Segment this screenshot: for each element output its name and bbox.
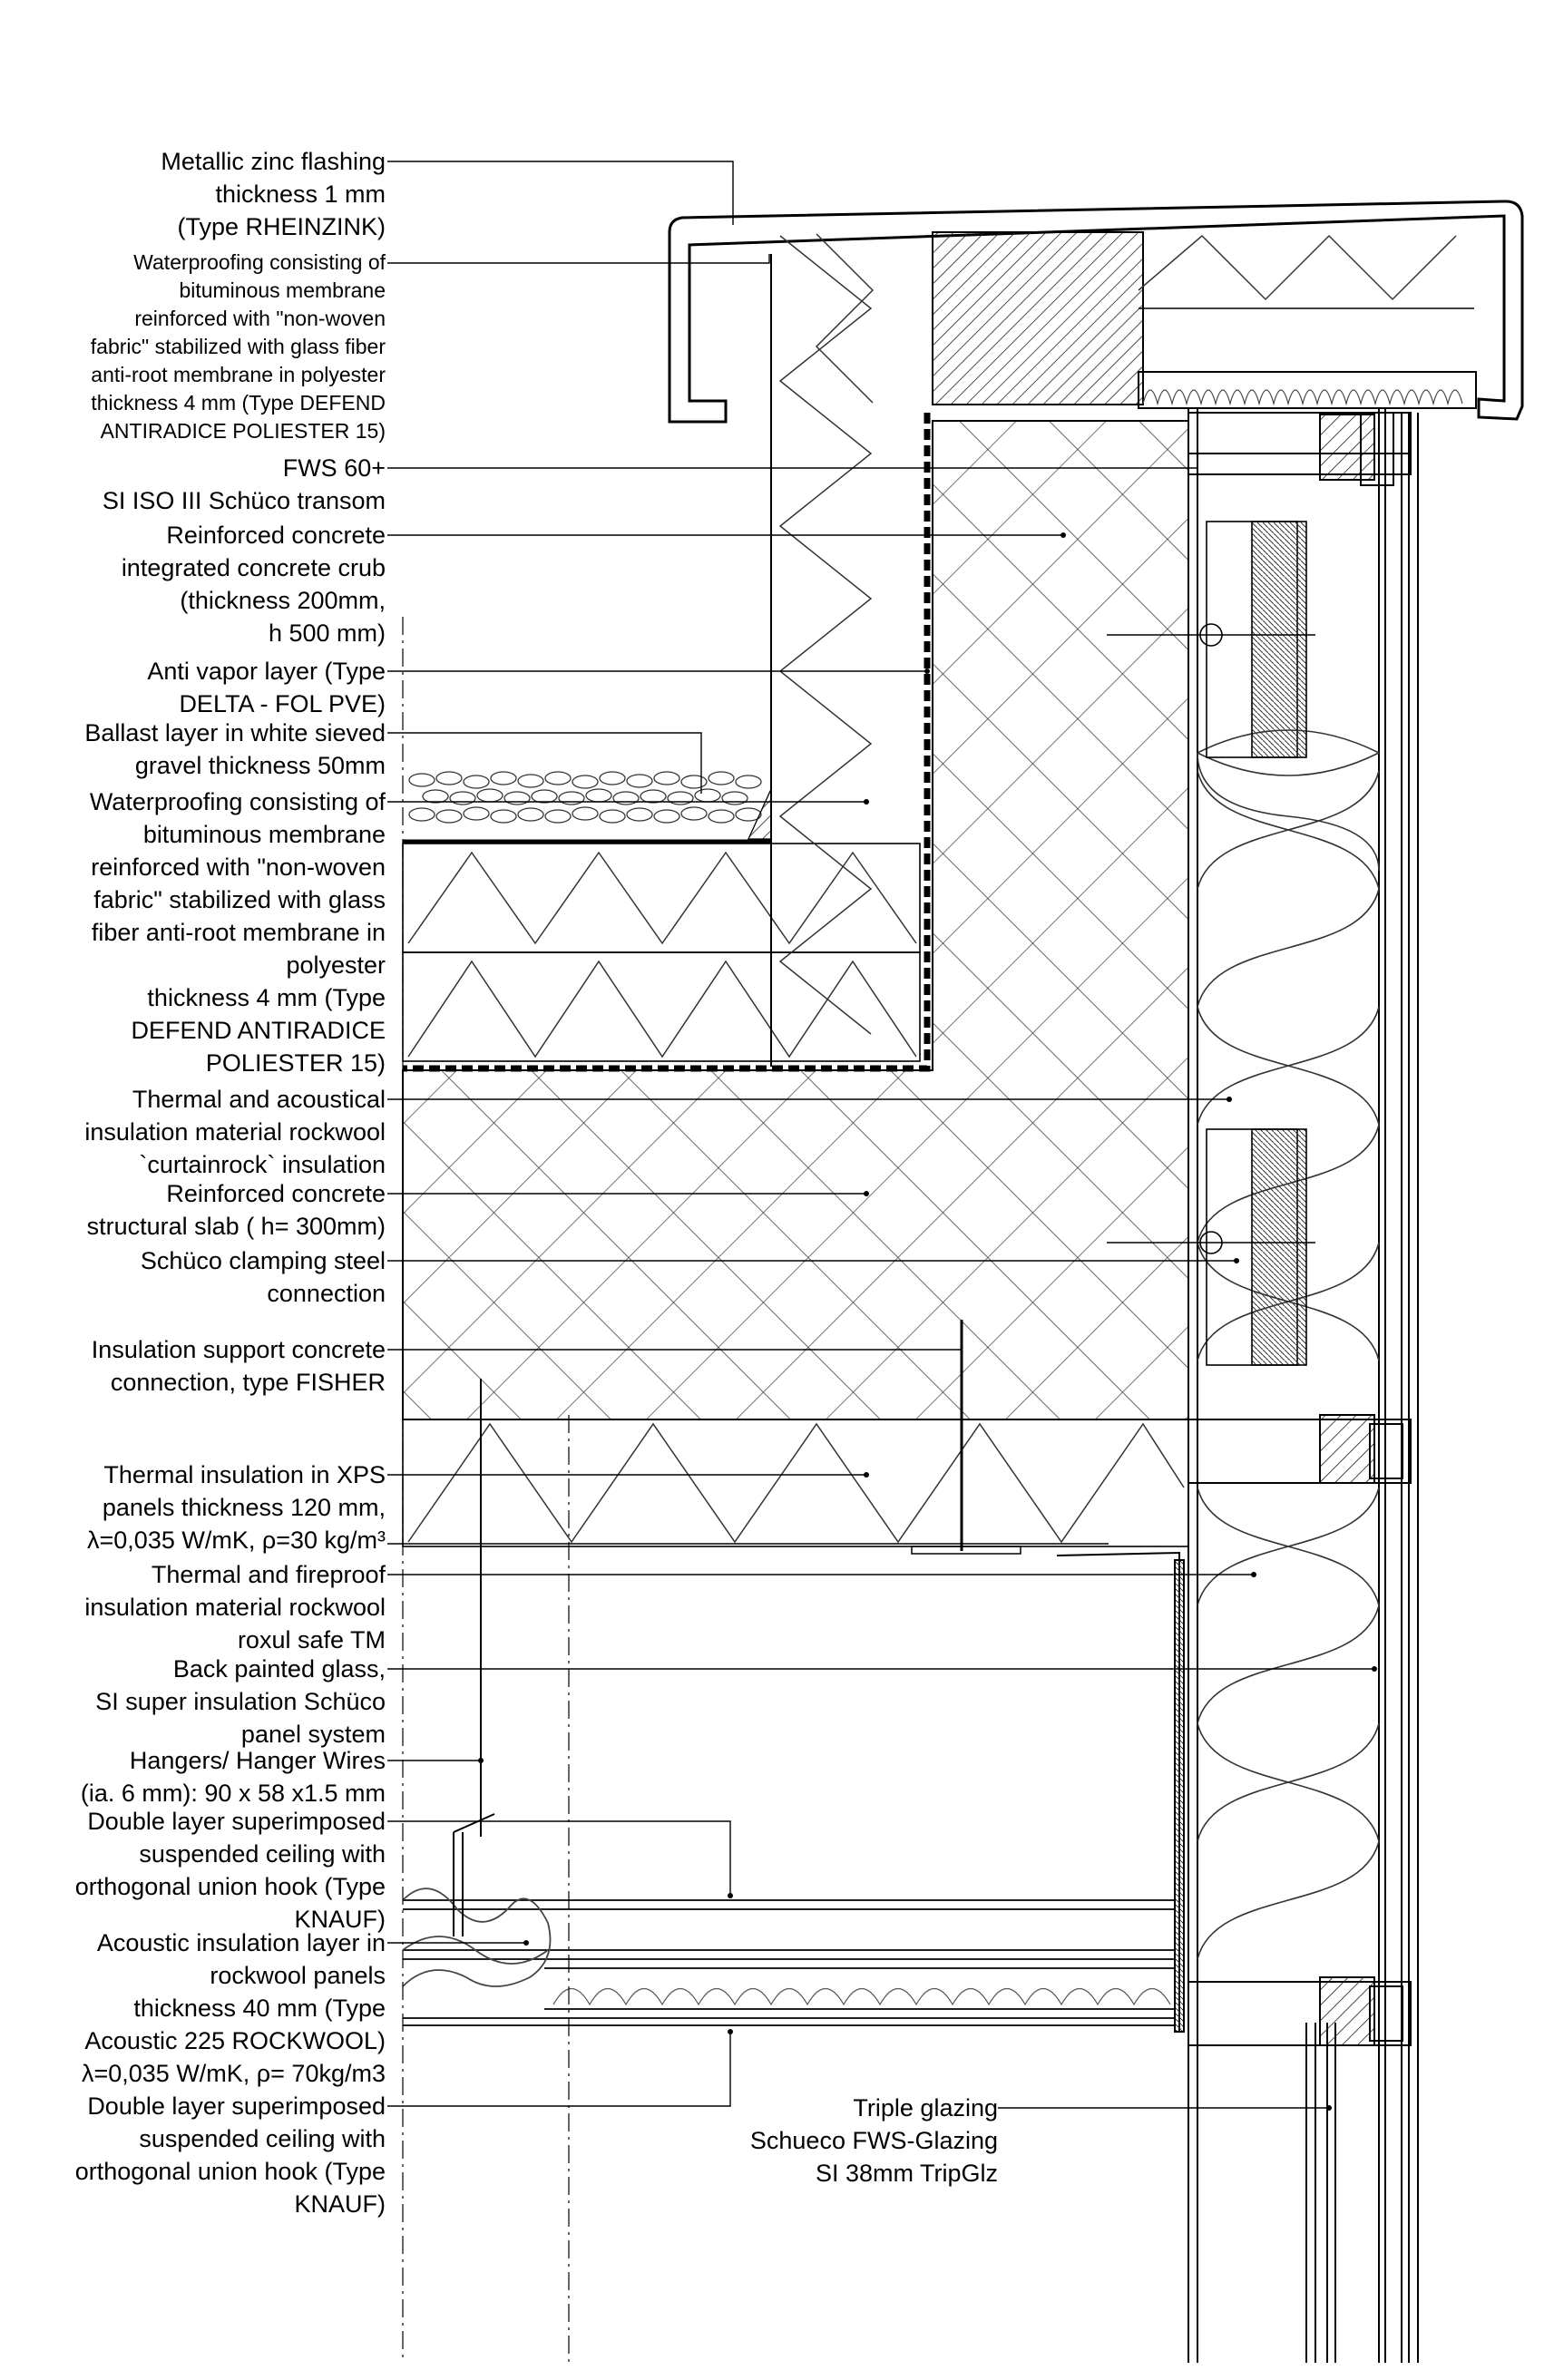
label-line: Schueco FWS-Glazing (749, 2127, 998, 2154)
label-line: Insulation support concrete (91, 1336, 386, 1363)
label-line: fabric" stabilized with glass (93, 886, 386, 913)
label-line: DELTA - FOL PVE) (179, 690, 386, 717)
label-line: fiber anti-root membrane in (91, 919, 386, 946)
label-rockwool-curtainrock (84, 1083, 386, 1181)
wood-blocking (933, 232, 1143, 405)
label-line: thickness 1 mm (215, 180, 386, 208)
label-line: thickness 40 mm (Type (133, 1995, 386, 2022)
suspended-ceiling (403, 1888, 1175, 2025)
label-line: KNAUF) (294, 1906, 386, 1933)
label-line: (thickness 200mm, (180, 587, 386, 614)
label-line: Thermal and acoustical (132, 1086, 386, 1113)
transom-profile-bottom (1188, 1977, 1411, 2045)
label-line: Triple glazing (853, 2094, 998, 2122)
label-line: Schüco clamping steel (140, 1247, 386, 1274)
label-structural-slab (87, 1177, 386, 1243)
label-line: λ=0,035 W/mK, ρ=30 kg/m³ (87, 1527, 386, 1554)
label-line: h 500 mm) (268, 619, 386, 647)
label-line: suspended ceiling with (139, 1840, 386, 1868)
label-line: SI ISO III Schüco transom (102, 487, 386, 514)
label-line: thickness 4 mm (Type DEFEND (91, 391, 386, 415)
label-line: FWS 60+ (282, 454, 386, 482)
label-acoustic-layer (82, 1926, 386, 2090)
label-line: structural slab ( h= 300mm) (86, 1213, 386, 1240)
label-waterproofing-top (91, 249, 386, 445)
label-line: orthogonal union hook (Type (74, 1873, 386, 1900)
label-zinc-flashing (161, 145, 386, 243)
label-line: Double layer superimposed (87, 2092, 386, 2120)
label-line: Anti vapor layer (Type (147, 658, 386, 685)
concrete-curb-and-slab (403, 421, 1188, 1419)
label-line: Thermal insulation in XPS (103, 1461, 386, 1488)
reference-axes (403, 617, 569, 2363)
label-roxul-safe (84, 1558, 386, 1656)
label-line: connection, type FISHER (110, 1369, 386, 1396)
label-line: Double layer superimposed (87, 1808, 386, 1835)
label-line: Acoustic insulation layer in (96, 1929, 386, 1956)
label-line: bituminous membrane (142, 821, 386, 848)
label-line: λ=0,035 W/mK, ρ= 70kg/m3 (81, 2060, 386, 2087)
label-line: connection (267, 1280, 386, 1307)
label-line: panel system (240, 1721, 386, 1748)
label-line: Reinforced concrete (166, 522, 386, 549)
label-line: SI super insulation Schüco (95, 1688, 386, 1715)
label-line: (Type RHEINZINK) (177, 213, 386, 240)
label-hangers (81, 1744, 386, 1809)
roof-insulation-layers (403, 236, 920, 1067)
label-xps-insulation (87, 1458, 386, 1556)
transom-profile-mid (1188, 1415, 1411, 1483)
label-line: (ia. 6 mm): 90 x 58 x1.5 mm (80, 1780, 386, 1807)
label-line: Waterproofing consisting of (89, 788, 386, 815)
label-line: Ballast layer in white sieved (84, 719, 386, 746)
label-clamping-connection (141, 1244, 386, 1310)
label-line: DEFEND ANTIRADICE (131, 1017, 386, 1044)
label-triple-glazing (750, 2092, 998, 2190)
label-line: KNAUF) (294, 2190, 386, 2218)
label-line: ANTIRADICE POLIESTER 15) (100, 419, 386, 443)
label-line: Reinforced concrete (166, 1180, 386, 1207)
label-line: insulation material rockwool (84, 1118, 386, 1146)
label-line: reinforced with "non-woven (91, 853, 386, 881)
label-line: Acoustic 225 ROCKWOOL) (84, 2027, 386, 2054)
waterproofing-membrane-dashed (403, 413, 927, 1068)
label-line: insulation material rockwool (84, 1594, 386, 1621)
label-line: `curtainrock` insulation (139, 1151, 386, 1178)
label-line: orthogonal union hook (Type (74, 2158, 386, 2185)
label-line: integrated concrete crub (121, 554, 386, 581)
label-line: bituminous membrane (179, 278, 386, 302)
label-back-painted-glass (95, 1653, 386, 1751)
label-line: Back painted glass, (172, 1655, 386, 1683)
label-vapor-layer (147, 655, 386, 720)
label-fisher-connection (92, 1333, 386, 1399)
label-concrete-curb (122, 519, 386, 649)
label-line: fabric" stabilized with glass fiber (90, 335, 386, 358)
label-line: Hangers/ Hanger Wires (129, 1747, 386, 1774)
cap-insulation-strip-waves (1143, 390, 1462, 404)
label-line: polyester (286, 951, 386, 979)
hanger-wire (454, 1379, 494, 1936)
label-line: Metallic zinc flashing (161, 148, 386, 175)
label-waterproofing-roof (90, 785, 386, 1079)
label-line: Thermal and fireproof (151, 1561, 386, 1588)
label-ceiling-lower (75, 2090, 386, 2220)
label-fws-transom (103, 452, 386, 517)
label-line: rockwool panels (210, 1962, 386, 1989)
label-line: POLIESTER 15) (205, 1049, 386, 1077)
label-line: roxul safe TM (237, 1626, 386, 1653)
label-line: thickness 4 mm (Type (147, 984, 386, 1011)
label-line: SI 38mm TripGlz (815, 2160, 998, 2187)
label-line: panels thickness 120 mm, (102, 1494, 386, 1521)
label-line: anti-root membrane in polyester (91, 363, 386, 386)
label-ballast-layer (84, 717, 386, 782)
transom-profile-top (1188, 413, 1411, 485)
label-ceiling-upper (75, 1805, 386, 1936)
label-line: reinforced with "non-woven (134, 307, 386, 330)
label-line: gravel thickness 50mm (134, 752, 386, 779)
label-line: Waterproofing consisting of (133, 250, 386, 274)
label-line: suspended ceiling with (139, 2125, 386, 2152)
